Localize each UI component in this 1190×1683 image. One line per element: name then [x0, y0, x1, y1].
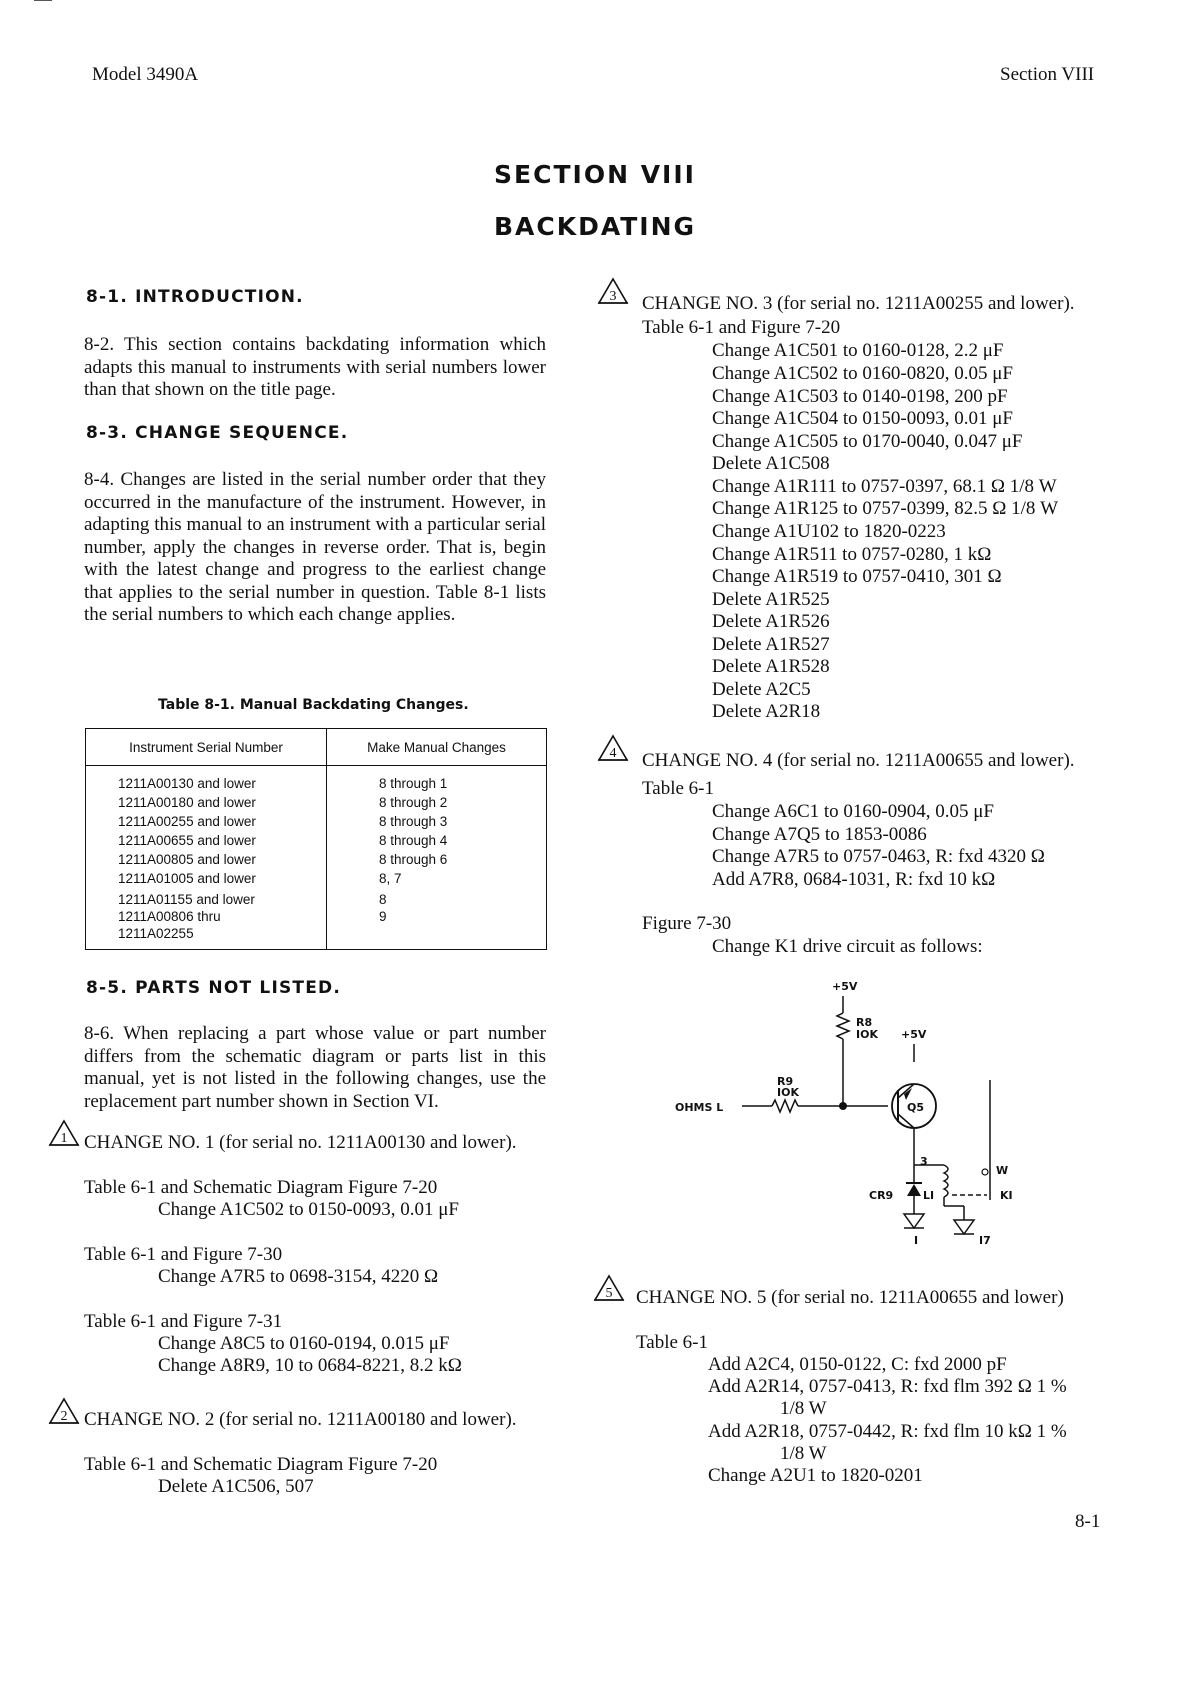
- table-cell: 9: [379, 909, 387, 924]
- column-header-serial: Instrument Serial Number: [86, 729, 327, 766]
- change2-item-1: Delete A1C506, 507: [158, 1476, 314, 1497]
- table-body-row: [86, 766, 547, 950]
- change-marker-4-number: 4: [609, 746, 617, 761]
- label-node-17: I7: [979, 1234, 991, 1247]
- parts-paragraph: 8-6. When replacing a part whose value or part number differs from the schematic diagram or parts list in this manual, yet is not listed in the following changes, use the replacement part number shown in Section VI.: [84, 1023, 546, 1112]
- label-plus-5v-q5: +5V: [901, 1028, 927, 1041]
- change-marker-3-number: 3: [609, 289, 617, 304]
- change1-ref-3: Table 6-1 and Figure 7-31: [84, 1311, 283, 1332]
- change5-item-cont: 1/8 W: [780, 1443, 827, 1464]
- change4-item: Change A6C1 to 0160-0904, 0.05 μF: [712, 801, 994, 822]
- change3-item: Change A1U102 to 1820-0223: [712, 521, 946, 542]
- intro-paragraph: 8-2. This section contains backdating information which adapts this manual to instruments with serial numbers lower than that shown on the title page.: [84, 334, 546, 400]
- page-number: 8-1: [1075, 1511, 1101, 1532]
- table-cell: 1211A00180 and lower: [118, 795, 256, 810]
- table-cell: 8 through 4: [379, 833, 448, 848]
- change1-title: CHANGE NO. 1 (for serial no. 1211A00130 and lower).: [84, 1132, 517, 1153]
- change3-item: Delete A1R527: [712, 634, 830, 655]
- change-marker-2-icon: [48, 1397, 80, 1425]
- change3-item: Delete A2R18: [712, 701, 821, 722]
- change4-ref: Table 6-1: [642, 778, 715, 799]
- diode-cr9-symbol: [907, 1184, 921, 1196]
- change-marker-1-number: 1: [60, 1131, 68, 1146]
- change3-ref: Table 6-1 and Figure 7-20: [642, 317, 841, 338]
- change1-item-3: Change A8C5 to 0160-0194, 0.015 μF: [158, 1333, 450, 1354]
- sequence-heading: 8-3. CHANGE SEQUENCE.: [86, 423, 349, 443]
- change2-title: CHANGE NO. 2 (for serial no. 1211A00180 and lower).: [84, 1409, 517, 1430]
- section-title: SECTION VIII: [494, 160, 696, 189]
- contact-point: [982, 1169, 988, 1175]
- change1-item-2: Change A7R5 to 0698-3154, 4220 Ω: [158, 1266, 439, 1287]
- change3-item: Change A1R519 to 0757-0410, 301 Ω: [712, 566, 1002, 587]
- label-r8-value: IOK: [856, 1028, 878, 1041]
- table-cell: 1211A00655 and lower: [118, 833, 256, 848]
- sequence-paragraph: 8-4. Changes are listed in the serial number order that they occurred in the manufacture of the instrument. However, in adapting this manual to an instrument with a particular serial number, apply the changes in reverse order. That is, begin with the latest change and progress to the earliest change that applies to the serial number in question. Table 8-1 lists the serial numbers to which each change applies.: [84, 469, 546, 625]
- change3-item: Change A1C501 to 0160-0128, 2.2 μF: [712, 340, 1004, 361]
- change5-title: CHANGE NO. 5 (for serial no. 1211A00655 and lower): [636, 1287, 1064, 1308]
- label-r9: R9: [777, 1075, 794, 1088]
- change3-item: Delete A1C508: [712, 453, 830, 474]
- change4-item: Change A7R5 to 0757-0463, R: fxd 4320 Ω: [712, 846, 1045, 867]
- parts-heading: 8-5. PARTS NOT LISTED.: [86, 978, 342, 998]
- serial-cell: [86, 766, 327, 950]
- resistor-r8-symbol: [837, 1013, 849, 1039]
- change5-item: Add A2C4, 0150-0122, C: fxd 2000 pF: [708, 1354, 1007, 1375]
- intro-heading: 8-1. INTRODUCTION.: [86, 287, 304, 307]
- change-marker-3-icon: [597, 277, 629, 305]
- change4-title: CHANGE NO. 4 (for serial no. 1211A00655 and lower).: [642, 750, 1075, 771]
- change4-figure-item: Change K1 drive circuit as follows:: [712, 936, 983, 957]
- change3-item: Delete A2C5: [712, 679, 811, 700]
- scan-edge-mark: [34, 0, 52, 1]
- table-cell: 1211A00130 and lower: [118, 776, 256, 791]
- change4-item: Change A7Q5 to 1853-0086: [712, 824, 927, 845]
- table-cell: 8, 7: [379, 871, 402, 886]
- change3-item: Change A1C504 to 0150-0093, 0.01 μF: [712, 408, 1013, 429]
- table-cell: 1211A01005 and lower: [118, 871, 256, 886]
- table-cell: 1211A00255 and lower: [118, 814, 256, 829]
- change1-ref-1: Table 6-1 and Schematic Diagram Figure 7-20: [84, 1177, 438, 1198]
- table-header-row: [86, 729, 547, 766]
- change5-item: Add A2R18, 0757-0442, R: fxd flm 10 kΩ 1 %: [708, 1421, 1067, 1442]
- change3-item: Delete A1R528: [712, 656, 830, 677]
- table-cell: 1211A00805 and lower: [118, 852, 256, 867]
- change1-item-4: Change A8R9, 10 to 0684-8221, 8.2 kΩ: [158, 1355, 462, 1376]
- change4-figure-ref: Figure 7-30: [642, 913, 732, 934]
- table-cell: 8 through 2: [379, 795, 448, 810]
- section-subtitle: BACKDATING: [493, 212, 697, 241]
- table-cell: 8 through 1: [379, 776, 448, 791]
- connector-1-symbol: [904, 1214, 924, 1228]
- change4-item: Add A7R8, 0684-1031, R: fxd 10 kΩ: [712, 869, 996, 890]
- change3-item: Delete A1R525: [712, 589, 830, 610]
- table-cell: 1211A02255: [118, 926, 194, 941]
- change3-item: Change A1R111 to 0757-0397, 68.1 Ω 1/8 W: [712, 476, 1057, 497]
- table-cell: 1211A00806 thru: [118, 909, 221, 924]
- label-cr9: CR9: [869, 1189, 894, 1202]
- change5-item: Add A2R14, 0757-0413, R: fxd flm 392 Ω 1 %: [708, 1376, 1067, 1397]
- header-section: Section VIII: [1000, 64, 1095, 85]
- column-header-changes: Make Manual Changes: [327, 729, 547, 766]
- table-caption: Table 8-1. Manual Backdating Changes.: [158, 697, 469, 713]
- label-w: W: [996, 1164, 1009, 1177]
- change-marker-5-number: 5: [605, 1286, 613, 1301]
- label-k1: KI: [1000, 1189, 1013, 1202]
- table-cell: 8: [379, 892, 387, 907]
- k1-drive-circuit-diagram: [660, 970, 1040, 1270]
- table-cell: 8 through 3: [379, 814, 448, 829]
- change2-ref: Table 6-1 and Schematic Diagram Figure 7-20: [84, 1454, 438, 1475]
- changes-cell: [327, 766, 547, 950]
- label-r9-value: IOK: [777, 1086, 799, 1099]
- change3-item: Change A1C502 to 0160-0820, 0.05 μF: [712, 363, 1013, 384]
- label-plus-5v-top: +5V: [832, 980, 858, 993]
- label-r8: R8: [856, 1016, 873, 1029]
- change-marker-2-number: 2: [60, 1409, 68, 1424]
- change3-item: Change A1C505 to 0170-0040, 0.047 μF: [712, 431, 1023, 452]
- label-node-3: 3: [920, 1155, 928, 1168]
- table-cell: 8 through 6: [379, 852, 448, 867]
- coil-l1-symbol: [944, 1165, 948, 1197]
- change5-item-cont: 1/8 W: [780, 1398, 827, 1419]
- change3-item: Delete A1R526: [712, 611, 830, 632]
- connector-17-symbol: [954, 1220, 974, 1234]
- change5-item: Change A2U1 to 1820-0201: [708, 1465, 923, 1486]
- change3-item: Change A1R511 to 0757-0280, 1 kΩ: [712, 544, 992, 565]
- label-l1: LI: [923, 1189, 935, 1202]
- label-node-1: I: [914, 1234, 919, 1247]
- label-ohms-l: OHMS L: [675, 1101, 724, 1114]
- change-marker-5-icon: [593, 1274, 625, 1302]
- junction-dot: [839, 1102, 847, 1110]
- change-marker-4-icon: [597, 734, 629, 762]
- change1-item-1: Change A1C502 to 0150-0093, 0.01 μF: [158, 1199, 459, 1220]
- change3-item: Change A1C503 to 0140-0198, 200 pF: [712, 386, 1008, 407]
- header-model: Model 3490A: [92, 64, 199, 85]
- change5-ref: Table 6-1: [636, 1332, 709, 1353]
- backdating-table: [85, 728, 547, 950]
- change-marker-1-icon: [48, 1119, 80, 1147]
- table-cell: 1211A01155 and lower: [118, 892, 255, 907]
- change1-ref-2: Table 6-1 and Figure 7-30: [84, 1244, 283, 1265]
- label-q5: Q5: [907, 1101, 925, 1114]
- resistor-r9-symbol: [772, 1100, 798, 1112]
- change3-item: Change A1R125 to 0757-0399, 82.5 Ω 1/8 W: [712, 498, 1059, 519]
- change3-title: CHANGE NO. 3 (for serial no. 1211A00255 and lower).: [642, 293, 1075, 314]
